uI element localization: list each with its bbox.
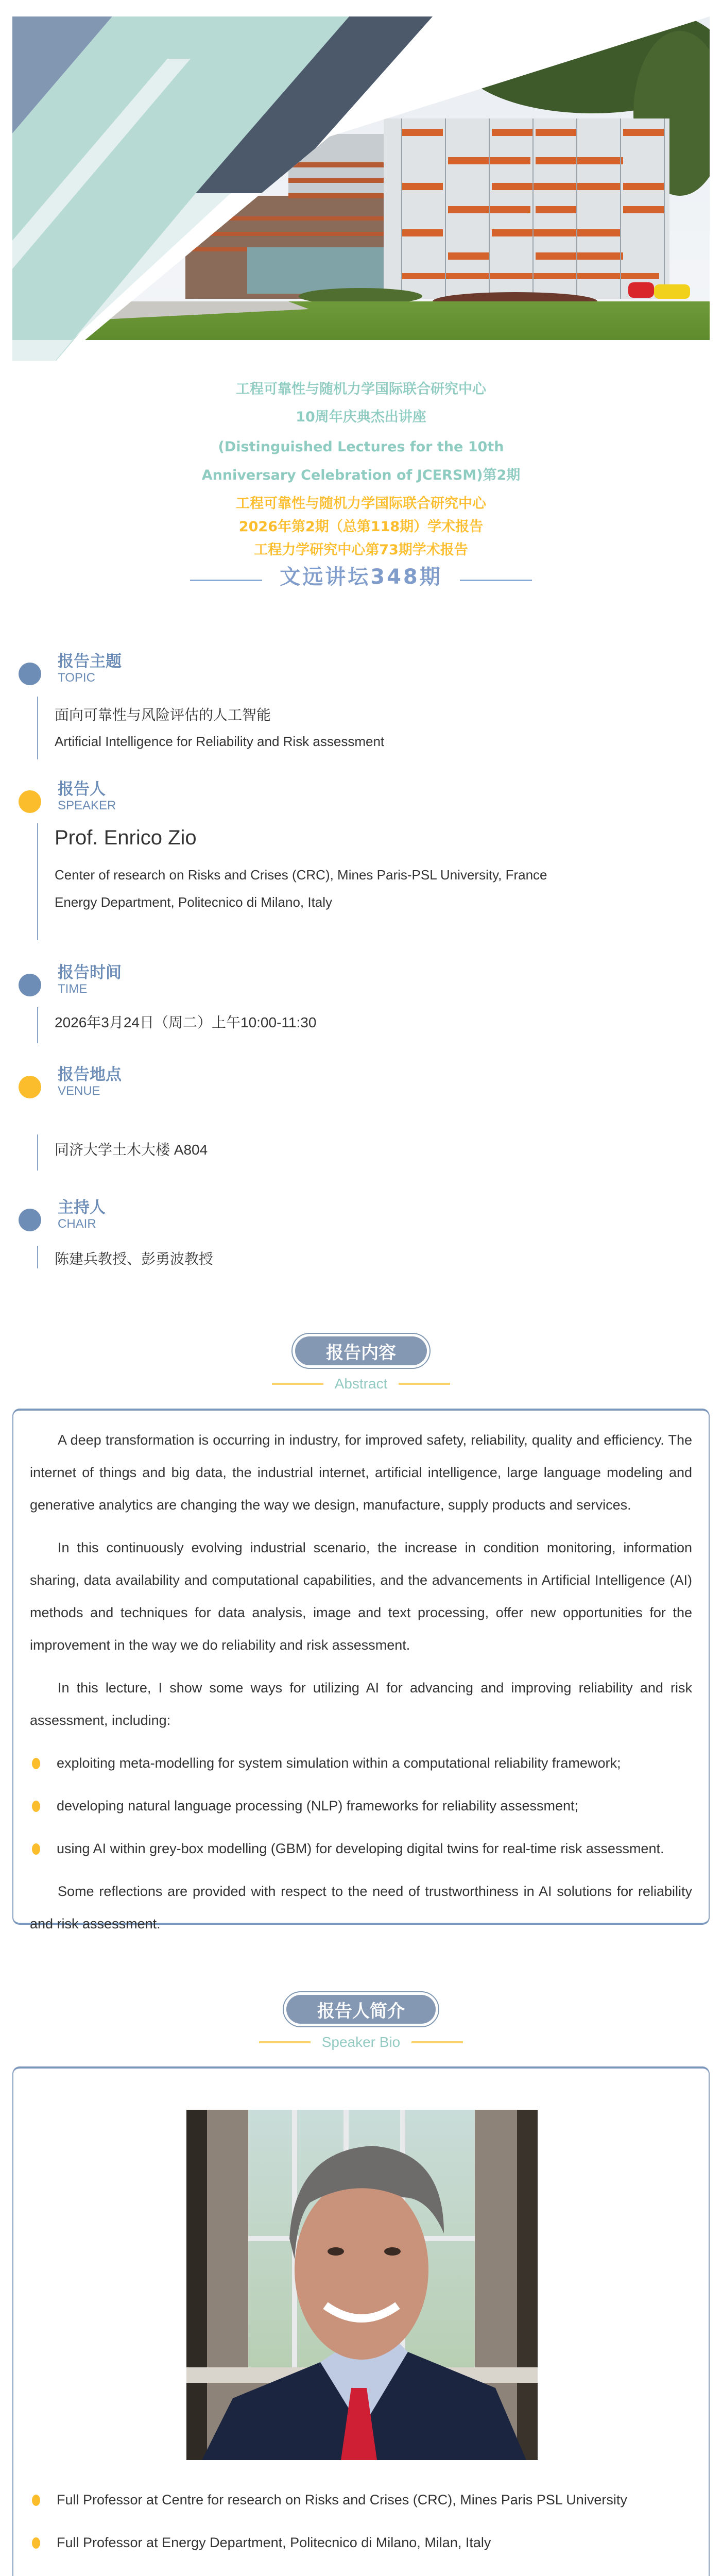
title-mechanics-report: 工程力学研究中心第73期学术报告 xyxy=(254,542,468,558)
lecture-chair: 陈建兵教授、彭勇波教授 xyxy=(55,1251,214,1267)
bullet-dot-icon xyxy=(32,2537,40,2549)
list-item: exploiting meta-modelling for system simulation within a computational reliability framework; xyxy=(13,1747,700,1780)
bio-badge-label: 报告人简介 xyxy=(286,1995,436,2024)
section-time-header xyxy=(0,959,722,1001)
speaker-name: Prof. Enrico Zio xyxy=(55,826,197,849)
divider xyxy=(272,1383,323,1385)
title-report-number: 2026年第2期（总第118期）学术报告 xyxy=(238,519,484,535)
bio-item: Full Professor at Centre for research on Risks and Crises (CRC), Mines Paris PSL University xyxy=(13,2484,702,2516)
bio-subtitle: Speaker Bio xyxy=(321,2034,401,2050)
bullet-dot-icon xyxy=(19,663,41,685)
section-chair-header xyxy=(0,1194,722,1235)
bio-card xyxy=(12,2066,710,2576)
speaker-affiliation-1: Center of research on Risks and Crises (CRC), Mines Paris-PSL University, France xyxy=(55,867,547,883)
section-speaker-title: 报告人 xyxy=(58,780,106,799)
list-item: using AI within grey-box modelling (GBM) for developing digital twins for real-time risk assessment. xyxy=(13,1833,700,1865)
bio-item: Full Professor at Energy Department, Politecnico di Milano, Milan, Italy xyxy=(13,2527,702,2559)
abstract-paragraph: In this lecture, I show some ways for utilizing AI for advancing and improving reliability and risk assessment, including: xyxy=(30,1680,692,1728)
divider xyxy=(411,2041,463,2043)
bullet-dot-icon xyxy=(32,1801,40,1812)
abstract-subtitle: Abstract xyxy=(334,1376,388,1392)
divider xyxy=(399,1383,450,1385)
section-chair-subtitle: CHAIR xyxy=(58,1217,96,1231)
header-banner xyxy=(0,0,722,361)
section-time-subtitle: TIME xyxy=(58,982,88,996)
divider xyxy=(259,2041,311,2043)
topic-en: Artificial Intelligence for Reliability and Risk assessment xyxy=(55,734,385,749)
section-topic-body xyxy=(37,697,701,759)
lecture-venue: 同济大学土木大楼 A804 xyxy=(55,1142,208,1158)
speaker-affiliation-2: Energy Department, Politecnico di Milano, Italy xyxy=(55,894,333,910)
abstract-bullet-list xyxy=(13,1747,700,1865)
title-center-name: 工程可靠性与随机力学国际联合研究中心 xyxy=(236,381,486,397)
lecture-time: 2026年3月24日（周二）上午10:00-11:30 xyxy=(55,1014,317,1030)
bullet-dot-icon xyxy=(19,1076,41,1098)
abstract-badge xyxy=(0,1333,722,1369)
bullet-dot-icon xyxy=(19,790,41,813)
section-topic-title: 报告主题 xyxy=(58,652,122,671)
abstract-paragraph: In this continuously evolving industrial scenario, the increase in condition monitoring, information sharing, data availability and computational capabilities, and the advancements in Artificial Intelligence (AI) methods and techniques for data analysis, image and text processing, offer new opportunities for the improvement in the way we do reliability and risk assessment. xyxy=(30,1540,692,1653)
section-speaker-subtitle: SPEAKER xyxy=(58,799,116,812)
divider xyxy=(460,580,532,581)
section-speaker-header xyxy=(0,776,722,817)
bio-list xyxy=(13,2484,702,2576)
section-venue-header xyxy=(0,1061,722,1103)
bullet-dot-icon xyxy=(19,974,41,996)
bio-item xyxy=(13,2569,702,2576)
forum-title xyxy=(0,561,722,589)
title-distinguished-en-2: Anniversary Celebration of JCERSM)第2期 xyxy=(201,467,521,483)
section-venue-subtitle: VENUE xyxy=(58,1084,100,1098)
list-item: developing natural language processing (NLP) frameworks for reliability assessment; xyxy=(13,1790,700,1822)
forum-title-text: 文远讲坛348期 xyxy=(280,565,442,589)
bio-badge xyxy=(0,1991,722,2027)
section-speaker-body xyxy=(37,823,701,940)
bio-subheading xyxy=(0,2034,722,2050)
section-topic-header xyxy=(0,648,722,689)
abstract-closing: Some reflections are provided with respect to the need of trustworthiness in AI solutions for reliability and risk assessment. xyxy=(30,1884,692,1931)
abstract-badge-label: 报告内容 xyxy=(295,1336,427,1365)
divider xyxy=(190,580,262,581)
bullet-dot-icon xyxy=(19,1209,41,1231)
abstract-subheading xyxy=(0,1376,722,1392)
speaker-portrait xyxy=(186,2110,538,2460)
abstract-card xyxy=(12,1409,710,1931)
section-time-title: 报告时间 xyxy=(58,963,122,982)
topic-cn: 面向可靠性与风险评估的人工智能 xyxy=(55,707,271,723)
section-time-body xyxy=(37,1007,701,1043)
bullet-dot-icon xyxy=(32,1758,40,1769)
section-chair-body xyxy=(37,1246,701,1268)
abstract-paragraph: A deep transformation is occurring in industry, for improved safety, reliability, quality and efficiency. The internet of things and big data, the industrial internet, artificial intelligence, large language modeling and generative analytics are changing the way we design, manufacture, supply products and services. xyxy=(30,1432,692,1513)
section-chair-title: 主持人 xyxy=(58,1198,106,1217)
bullet-dot-icon xyxy=(32,1843,40,1855)
title-distinguished-en-1: (Distinguished Lectures for the 10th xyxy=(218,439,504,455)
bullet-dot-icon xyxy=(32,2495,40,2506)
section-topic-subtitle: TOPIC xyxy=(58,671,95,685)
section-venue-body xyxy=(37,1134,701,1171)
title-center-name-2: 工程可靠性与随机力学国际联合研究中心 xyxy=(236,496,486,512)
section-venue-title: 报告地点 xyxy=(58,1065,122,1084)
title-anniversary: 10周年庆典杰出讲座 xyxy=(296,409,426,425)
